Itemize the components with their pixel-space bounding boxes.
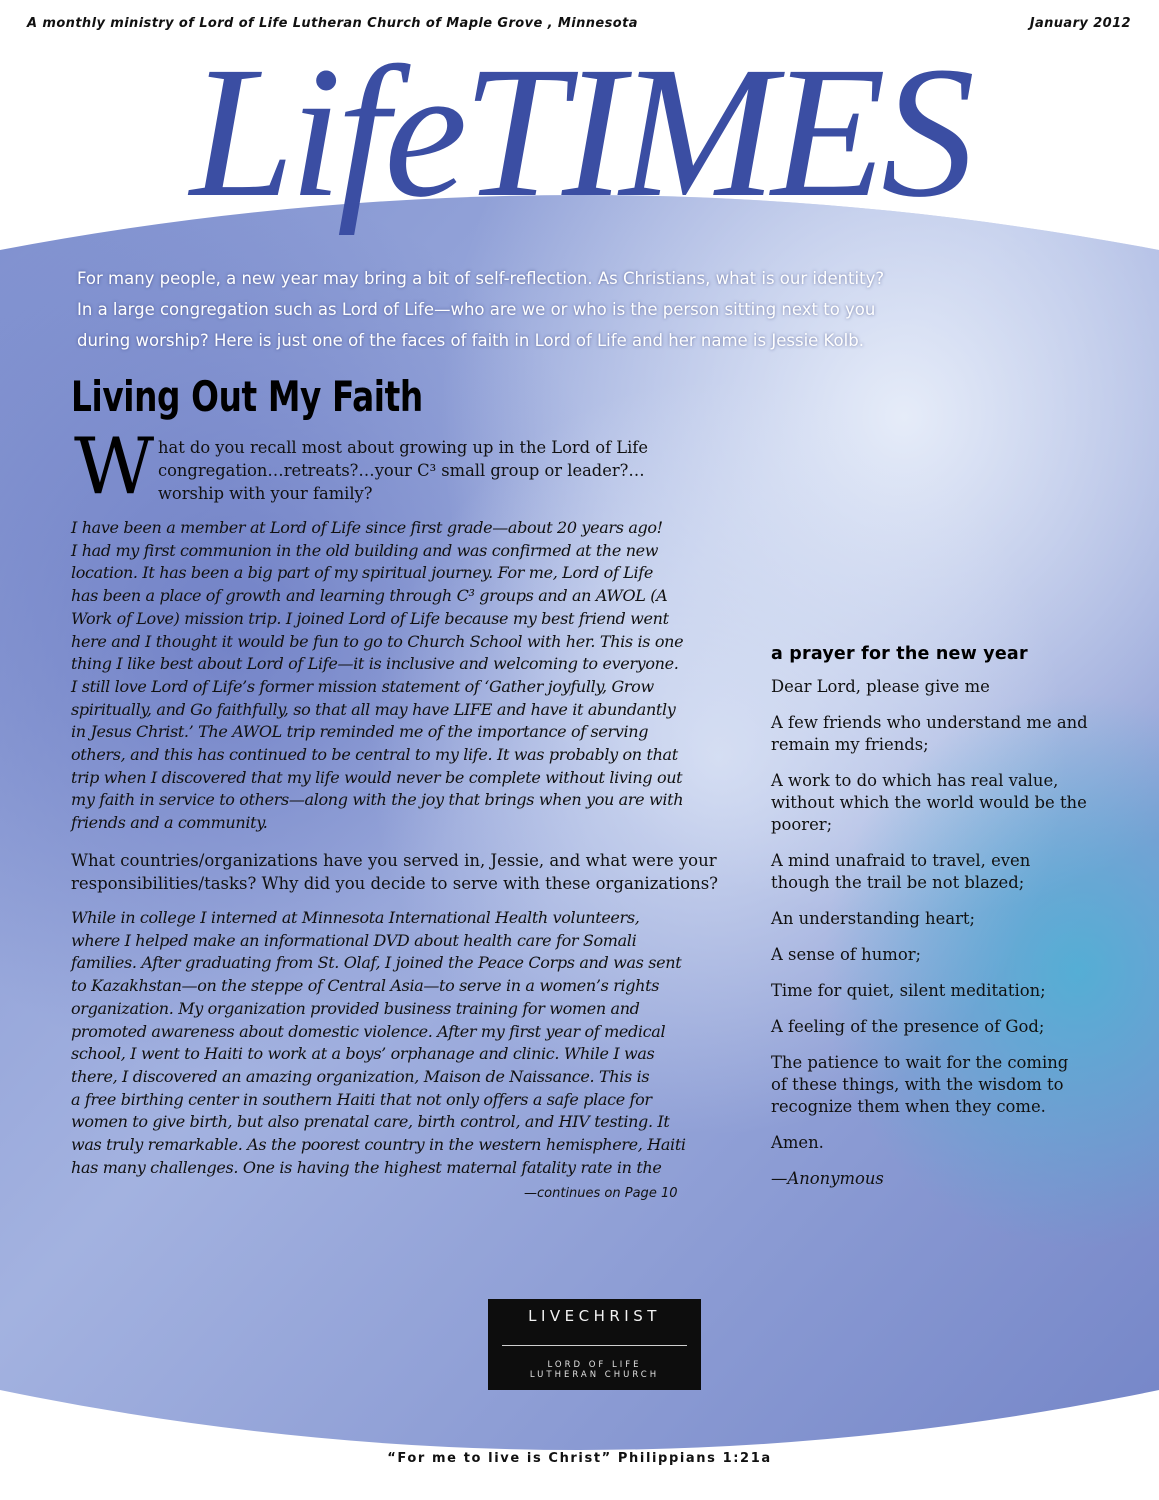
text-line: has been a place of growth and learning through C³ groups and an AWOL (A (71, 586, 668, 606)
intro-line: For many people, a new year may bring a bit of self-reflection. As Christians, what is our identity? (77, 269, 885, 288)
text-line: A few friends who understand me and (771, 713, 1088, 732)
text-line: A feeling of the presence of God; (771, 1017, 1045, 1036)
text-line: families. After graduating from St. Olaf, I joined the Peace Corps and was sent (71, 953, 682, 973)
text-line: I have been a member at Lord of Life since first grade—about 20 years ago! (71, 518, 663, 537)
text-line: I had my first communion in the old building and was confirmed at the new (71, 540, 659, 560)
text-line: here and I thought it would be fun to go to Church School with her. This is one (71, 631, 684, 651)
text-line: to Kazakhstan—on the steppe of Central Asia—to serve in a women’s rights (71, 976, 660, 996)
article-headline: Living Out My Faith (71, 372, 423, 421)
text-line: remain my friends; (771, 735, 929, 754)
text-line: A work to do which has real value, (771, 771, 1059, 790)
text-line: promoted awareness about domestic violence. After my first year of medical (71, 1021, 666, 1041)
text-line: While in college I interned at Minnesota International Health volunteers, (71, 908, 640, 927)
prayer-line (771, 1052, 1131, 1118)
logo-wordmark: LIVECHRIST (528, 1307, 661, 1325)
prayer-sidebar (771, 644, 1131, 1204)
text-line: I still love Lord of Life’s former mission statement of ‘Gather joyfully, Grow (71, 676, 654, 696)
livechrist-logo (488, 1299, 701, 1390)
text-line: organization. My organization provided business training for women and (71, 998, 640, 1018)
intro-line: In a large congregation such as Lord of Life—who are we or who is the person sitting next to you (77, 300, 876, 319)
text-line: location. It has been a big part of my spiritual journey. For me, Lord of Life (71, 563, 653, 583)
logo-subtitle-1: LORD OF LIFE (547, 1360, 642, 1370)
issue-date: January 2012 (1029, 16, 1131, 31)
text-line: An understanding heart; (771, 909, 976, 928)
intro-line: during worship? Here is just one of the faces of faith in Lord of Life and her name is Jessie Kolb. (77, 331, 864, 350)
text-line: Work of Love) mission trip. I joined Lord of Life because my best friend went (71, 608, 669, 628)
prayer-signature: —Anonymous (771, 1169, 884, 1188)
prayer-line (771, 850, 1131, 894)
text-line: others, and this has continued to be central to my life. It was probably on that (71, 745, 678, 765)
text-line: my faith in service to others—along with the joy that brings when you are with (71, 790, 684, 810)
article-lead-question (158, 436, 718, 505)
prayer-line (771, 908, 1131, 930)
text-line: hat do you recall most about growing up in the Lord of Life (158, 438, 648, 457)
text-line: has many challenges. One is having the highest maternal fatality rate in the (71, 1157, 662, 1177)
text-line: a free birthing center in southern Haiti that not only offers a safe place for (71, 1089, 652, 1109)
text-line: spiritually, and Go faithfully, so that all may have LIFE and have it abundantly (71, 699, 676, 719)
text-line: school, I went to Haiti to work at a boys’ orphanage and clinic. While I was (71, 1044, 655, 1064)
article-answer-2 (71, 907, 731, 1179)
intro-text (77, 263, 957, 356)
text-line: without which the world would be the (771, 793, 1087, 812)
text-line: of these things, with the wisdom to (771, 1075, 1064, 1094)
prayer-title: a prayer for the new year (771, 644, 1028, 664)
text-line: though the trail be not blazed; (771, 873, 1025, 892)
prayer-line (771, 1132, 1131, 1154)
footer-verse: “For me to live is Christ” Philippians 1:21a (387, 1451, 772, 1466)
text-line: Time for quiet, silent meditation; (771, 981, 1046, 1000)
prayer-line (771, 676, 1131, 698)
text-line: women to give birth, but also prenatal care, birth control, and HIV testing. It (71, 1112, 670, 1132)
text-line: Amen. (771, 1133, 824, 1152)
prayer-line (771, 944, 1131, 966)
text-line: Dear Lord, please give me (771, 677, 990, 696)
logo-subtitle-2: LUTHERAN CHURCH (529, 1370, 660, 1380)
text-line: poorer; (771, 815, 833, 834)
text-line: A sense of humor; (771, 945, 922, 964)
text-line: was truly remarkable. As the poorest country in the western hemisphere, Haiti (71, 1135, 686, 1155)
text-line: where I helped make an informational DVD about health care for Somali (71, 930, 637, 950)
text-line: The patience to wait for the coming (771, 1053, 1069, 1072)
text-line: A mind unafraid to travel, even (771, 851, 1031, 870)
text-line: there, I discovered an amazing organization, Maison de Naissance. This is (71, 1066, 650, 1086)
text-line: What countries/organizations have you served in, Jessie, and what were your (71, 851, 717, 870)
article-answer-1 (71, 517, 731, 835)
continues-note: —continues on Page 10 (524, 1186, 678, 1201)
tagline: A monthly ministry of Lord of Life Lutheran Church of Maple Grove , Minnesota (27, 16, 638, 31)
prayer-line (771, 980, 1131, 1002)
text-line: in Jesus Christ.’ The AWOL trip reminded me of the importance of serving (71, 722, 649, 742)
logo-divider (502, 1345, 687, 1346)
masthead-title: LifeTIMES (190, 27, 971, 236)
text-line: congregation…retreats?…your C³ small group or leader?… (158, 461, 645, 480)
article-question-2 (71, 849, 731, 895)
text-line: thing I like best about Lord of Life—it is inclusive and welcoming to everyone. (71, 654, 679, 674)
prayer-line (771, 1016, 1131, 1038)
text-line: recognize them when they come. (771, 1097, 1046, 1116)
text-line: worship with your family? (158, 484, 373, 503)
prayer-line (771, 770, 1131, 836)
text-line: trip when I discovered that my life would never be complete without living out (71, 767, 683, 787)
text-line: responsibilities/tasks? Why did you decide to serve with these organizations? (71, 874, 719, 893)
text-line: friends and a community. (71, 813, 268, 833)
prayer-line (771, 712, 1131, 756)
drop-cap: W (74, 422, 155, 512)
